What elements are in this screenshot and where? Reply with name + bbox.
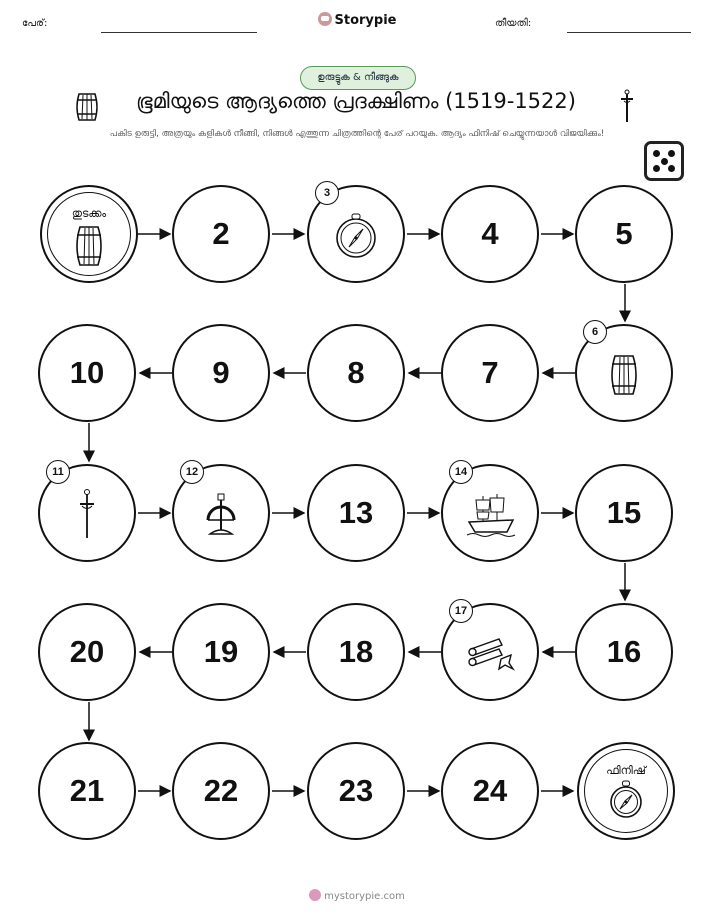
instructions: പകിട ഉരുട്ടി, അത്രയും കളികൾ നീങ്ങി, നിങ്ങൾ എത്തുന്ന ചിത്രത്തിന്റെ പേര് പറയുക. ആദ്യം ഫിനിഷ് ചെയ്യുന്നയാൾ വിജയിക്കും!: [109, 129, 605, 139]
board-cell-12[interactable]: [172, 464, 270, 562]
barrel-icon: [609, 354, 639, 396]
cell-badge: 3: [315, 181, 339, 205]
cell-badge: 6: [583, 320, 607, 344]
board-cell-22[interactable]: [172, 742, 270, 840]
board-cell-18[interactable]: [307, 603, 405, 701]
page-title: ഭൂമിയുടെ ആദ്യത്തെ പ്രദക്ഷിണം (1519-1522): [136, 89, 576, 113]
board-cell-16[interactable]: [575, 603, 673, 701]
board-cell-9[interactable]: [172, 324, 270, 422]
cell-number: 9: [212, 355, 230, 390]
board-cell-10[interactable]: [38, 324, 136, 422]
board-cell-2[interactable]: [172, 185, 270, 283]
cell-badge: 17: [449, 599, 473, 623]
cell-number: 21: [69, 773, 105, 808]
board-cell-24[interactable]: [441, 742, 539, 840]
cell-number: 2: [212, 216, 230, 251]
board-cell-finish[interactable]: [577, 742, 675, 840]
cell-number: 24: [472, 773, 508, 808]
board-cell-8[interactable]: [307, 324, 405, 422]
cell-badge: 12: [180, 460, 204, 484]
cell-number: 8: [347, 355, 365, 390]
cell-number: 23: [338, 773, 374, 808]
cell-number: 13: [338, 495, 374, 530]
board-cell-4[interactable]: [441, 185, 539, 283]
compass-icon: [607, 780, 645, 820]
board-cell-11[interactable]: [38, 464, 136, 562]
name-label: പേര്:: [22, 18, 48, 29]
board-cell-13[interactable]: [307, 464, 405, 562]
compass-icon: [333, 213, 379, 259]
board-cell-start[interactable]: [40, 185, 138, 283]
brand-name: Storypie: [334, 13, 397, 28]
board-cell-23[interactable]: [307, 742, 405, 840]
cinnamon-icon: [465, 635, 517, 673]
board-cell-5[interactable]: [575, 185, 673, 283]
board-cell-3[interactable]: [307, 185, 405, 283]
cell-number: 16: [606, 634, 642, 669]
cell-number: 10: [69, 355, 105, 390]
cell-number: 7: [481, 355, 499, 390]
activity-badge: ഉരുട്ടുക & നീങ്ങുക: [300, 66, 416, 90]
astrolabe-icon: [200, 492, 242, 538]
start-label: തുടക്കം: [71, 207, 107, 220]
storypie-logo-icon: [309, 889, 321, 901]
sword-icon: [77, 488, 97, 540]
footer-url[interactable]: mystorypie.com: [324, 891, 405, 902]
cell-number: 20: [69, 634, 105, 669]
board-cell-7[interactable]: [441, 324, 539, 422]
cell-number: 22: [203, 773, 239, 808]
board-cell-17[interactable]: [441, 603, 539, 701]
board-cell-19[interactable]: [172, 603, 270, 701]
cell-number: 19: [203, 634, 239, 669]
footer: [0, 889, 714, 902]
cell-badge: 11: [46, 460, 70, 484]
barrel-icon: [74, 225, 104, 267]
cell-number: 4: [481, 216, 499, 251]
board-cell-20[interactable]: [38, 603, 136, 701]
finish-label: ഫിനിഷ്: [606, 764, 646, 777]
cell-badge: 14: [449, 460, 473, 484]
board-cell-6[interactable]: [575, 324, 673, 422]
board-cell-15[interactable]: [575, 464, 673, 562]
cell-number: 18: [338, 634, 374, 669]
cell-number: 15: [606, 495, 642, 530]
date-label: തീയതി:: [495, 18, 532, 29]
cell-number: 5: [615, 216, 633, 251]
board-cell-21[interactable]: [38, 742, 136, 840]
board-cell-14[interactable]: [441, 464, 539, 562]
ship-icon: [465, 490, 517, 538]
